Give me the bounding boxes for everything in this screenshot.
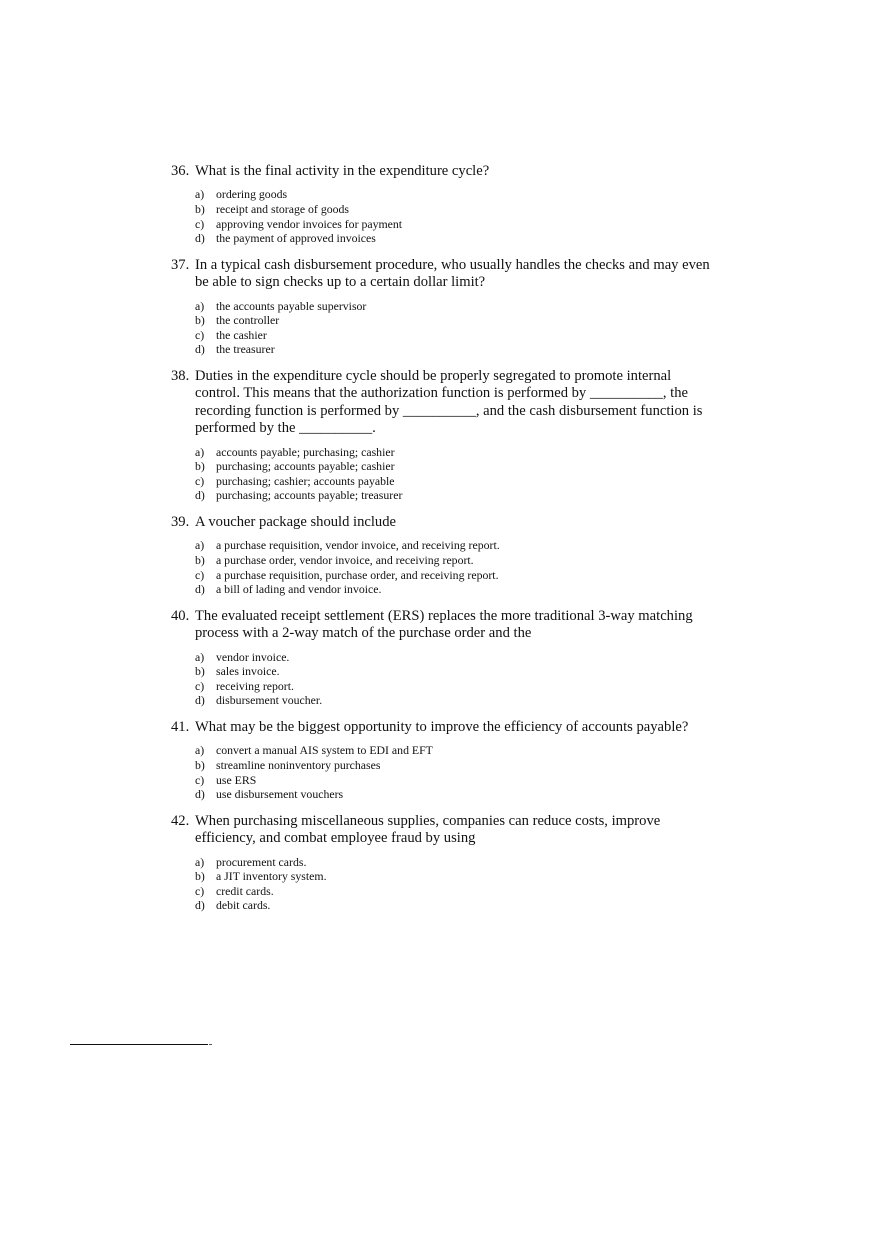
option-text: convert a manual AIS system to EDI and EFT (216, 743, 433, 758)
option-list (195, 299, 716, 357)
option-letter: b) (195, 664, 205, 679)
question-text: What is the final activity in the expenditure cycle? (195, 163, 490, 179)
option-c (195, 328, 716, 343)
option-letter: c) (195, 772, 205, 787)
option-text: approving vendor invoices for payment (216, 216, 403, 231)
option-b (195, 202, 716, 217)
option-text: receiving report. (216, 678, 294, 693)
option-text: the payment of approved invoices (216, 231, 376, 246)
option-letter: d) (195, 582, 205, 597)
question-number: 37. (171, 256, 190, 273)
question-text: What may be the biggest opportunity to improve the efficiency of accounts payable? (195, 718, 689, 735)
question-number: 39. (171, 513, 190, 530)
option-letter: c) (195, 327, 205, 342)
option-list (195, 187, 716, 245)
question-text: In a typical cash disbursement procedure, who usually handles the checks and may even be able to sign checks up to a certain dollar limit? (195, 256, 710, 291)
question-number: 38. (171, 367, 190, 384)
option-letter: a) (195, 187, 205, 202)
question-number: 40. (171, 607, 190, 624)
question-header (171, 813, 716, 848)
question-number: 36. (171, 163, 190, 179)
option-d (195, 898, 716, 913)
question-41 (171, 719, 716, 802)
option-d (195, 342, 716, 357)
question-text: When purchasing miscellaneous supplies, companies can reduce costs, improve efficiency, and combat employee fraud by using (195, 812, 661, 847)
option-letter: c) (195, 883, 205, 898)
option-text: a bill of lading and vendor invoice. (216, 582, 382, 597)
option-text: purchasing; accounts payable; treasurer (216, 488, 403, 503)
question-text: A voucher package should include (195, 513, 397, 530)
option-b (195, 758, 716, 773)
option-letter: c) (195, 473, 205, 488)
option-letter: a) (195, 538, 205, 553)
option-c (195, 568, 716, 583)
question-39 (171, 514, 716, 597)
option-letter: d) (195, 787, 205, 802)
question-37 (171, 257, 716, 357)
option-list (195, 445, 716, 503)
option-text: disbursement voucher. (216, 693, 323, 708)
option-letter: b) (195, 552, 205, 567)
option-a (195, 855, 716, 870)
option-a (195, 445, 716, 460)
option-letter: a) (195, 649, 205, 664)
option-c (195, 773, 716, 788)
option-letter: a) (195, 743, 205, 758)
option-list (195, 743, 716, 801)
option-b (195, 459, 716, 474)
option-a (195, 650, 716, 665)
option-text: receipt and storage of goods (216, 202, 349, 216)
option-text: purchasing; accounts payable; cashier (216, 459, 395, 474)
question-42 (171, 813, 716, 913)
question-header (171, 257, 716, 292)
option-text: a JIT inventory system. (216, 869, 327, 884)
option-b (195, 869, 716, 884)
option-b (195, 553, 716, 568)
option-letter: a) (195, 444, 205, 459)
option-text: procurement cards. (216, 854, 307, 869)
option-letter: b) (195, 757, 205, 772)
option-c (195, 884, 716, 899)
question-number: 42. (171, 812, 190, 829)
option-text: sales invoice. (216, 664, 280, 679)
option-a (195, 743, 716, 758)
option-a (195, 538, 716, 553)
option-c (195, 679, 716, 694)
option-letter: c) (195, 678, 205, 693)
option-d (195, 582, 716, 597)
option-letter: d) (195, 231, 205, 246)
option-text: a purchase order, vendor invoice, and receiving report. (216, 552, 474, 567)
question-text: Duties in the expenditure cycle should be properly segregated to promote internal control. This means that the authorization function is performed by __________, the recording function is performed by __________, and the cash disbursement function is performed by the __________. (195, 367, 703, 437)
question-header (171, 608, 716, 643)
option-a (195, 299, 716, 314)
option-text: use disbursement vouchers (216, 787, 344, 802)
question-header (171, 368, 716, 438)
option-letter: c) (195, 216, 205, 231)
question-38 (171, 368, 716, 503)
question-header (171, 163, 716, 180)
option-c (195, 474, 716, 489)
option-letter: d) (195, 898, 205, 913)
question-header (171, 514, 716, 531)
question-36 (171, 163, 716, 246)
option-letter: d) (195, 488, 205, 503)
option-text: the accounts payable supervisor (216, 298, 367, 313)
option-b (195, 664, 716, 679)
option-text: purchasing; cashier; accounts payable (216, 473, 395, 488)
option-letter: c) (195, 567, 205, 582)
option-text: use ERS (216, 772, 257, 787)
option-letter: a) (195, 298, 205, 313)
option-text: accounts payable; purchasing; cashier (216, 444, 395, 459)
option-letter: b) (195, 459, 205, 474)
option-text: credit cards. (216, 883, 274, 898)
option-d (195, 787, 716, 802)
option-text: a purchase requisition, purchase order, and receiving report. (216, 567, 499, 582)
question-list (171, 163, 716, 924)
option-list (195, 538, 716, 596)
footnote-separator-tick (209, 1044, 212, 1045)
option-c (195, 217, 716, 232)
option-text: ordering goods (216, 187, 288, 202)
question-number: 41. (171, 718, 190, 735)
option-letter: d) (195, 693, 205, 708)
option-text: a purchase requisition, vendor invoice, and receiving report. (216, 538, 500, 553)
option-letter: b) (195, 313, 205, 328)
option-d (195, 231, 716, 246)
option-a (195, 187, 716, 202)
option-text: the cashier (216, 327, 267, 342)
option-list (195, 650, 716, 708)
option-b (195, 313, 716, 328)
question-header (171, 719, 716, 736)
option-list (195, 855, 716, 913)
option-d (195, 488, 716, 503)
option-letter: a) (195, 854, 205, 869)
question-40 (171, 608, 716, 708)
option-text: debit cards. (216, 898, 271, 913)
option-text: vendor invoice. (216, 649, 290, 664)
question-text: The evaluated receipt settlement (ERS) replaces the more traditional 3-way matching process with a 2-way match of the purchase order and the (195, 607, 693, 642)
option-letter: d) (195, 342, 205, 357)
option-letter: b) (195, 202, 205, 216)
option-text: the controller (216, 313, 280, 328)
option-text: streamline noninventory purchases (216, 757, 381, 772)
option-d (195, 693, 716, 708)
footnote-separator (70, 1044, 208, 1045)
option-letter: b) (195, 869, 205, 884)
option-text: the treasurer (216, 342, 275, 357)
